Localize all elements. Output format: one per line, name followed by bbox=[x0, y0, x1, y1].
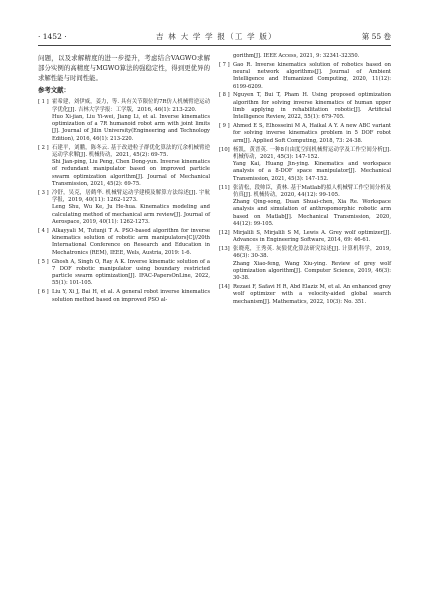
reference-item bbox=[219, 230, 391, 245]
reference-number: [ 9 ] bbox=[219, 123, 230, 130]
reference-text: Huo Xi-jian, Liu Yi-wei, Jiang Li, et al. Inverse kinematics optimization of a 7R humanoid robot arm with joint limits [J]. Journal of Jilin University(Engineering and Technology Edition), 2016, 46(1): 213-220. bbox=[52, 113, 210, 142]
reference-text: Ahmed E S, Elhosseini M A, Haikal A Y. A new ABC variant for solving inverse kinematics problem in 5 DOF robot arm[J]. Applied Soft Computing, 2018, 73: 24-38. bbox=[233, 123, 391, 144]
intro-paragraph: 问题，以及求解精度的进一步提升，考虑结合VAGWO求解部分实例的高精度与MGWO算法的强稳定性，得到更优异的求解性能与时间性能。 bbox=[38, 54, 210, 82]
reference-number: [ 3 ] bbox=[38, 189, 49, 196]
reference-item bbox=[219, 185, 391, 229]
reference-text: Zhang Qing-song, Duan Shuai-chen, Xia Re. Workspace analysis and simulation of anthropomorphic robotic arm based on Matlab[J]. Mechanical Transmission, 2020, 44(12): 99-105. bbox=[233, 199, 391, 228]
running-header bbox=[38, 31, 391, 43]
reference-item bbox=[38, 190, 210, 226]
reference-number: [ 4 ] bbox=[38, 227, 49, 234]
reference-number: [ 2 ] bbox=[38, 144, 49, 151]
references-heading: 参考文献： bbox=[38, 86, 70, 94]
reference-number: [14] bbox=[219, 283, 230, 290]
reference-text: Alkayyali M, Tutunji T A. PSO-based algorithm for inverse kinematics solution of robotic arm manipulators[C]//20th International Conference on Research and Education in Mechatronics (REM), IEEE, Wels, Austria, 2019: 1-6. bbox=[52, 227, 210, 256]
reference-number: [11] bbox=[219, 184, 230, 191]
reference-text: Nguyen T, Bui T, Pham H. Using proposed optimization algorithm for solving inverse kinematics of human upper limb applying in rehabilitation robotic[J]. Artificial Intelligence Review, 2022, 55(1): 679-705. bbox=[233, 92, 391, 121]
reference-text: 张清松，段帅臣，黄林. 基于Matlab的拟人机械臂工作空间分析及仿真[J]. 机械传动，2020, 44(12): 99-105. bbox=[233, 184, 391, 198]
reference-text: Leng Shu, Wu Ke, Ju He-hua. Kinematics modeling and calculating method of mechanical arm review[J]. Journal of Aerospace, 2019, 40(11): 1262-1273. bbox=[52, 204, 210, 226]
volume-number: 第 55 卷 bbox=[361, 32, 391, 41]
reference-item bbox=[219, 147, 391, 183]
reference-number: [13] bbox=[219, 245, 230, 252]
left-reference-list bbox=[38, 99, 210, 304]
reference-text: Liu Y, Xi J, Bai H, et al. A general robot inverse kinematics solution method based on improved PSO al- bbox=[52, 289, 210, 303]
reference-number: [12] bbox=[219, 229, 230, 236]
reference-item bbox=[38, 289, 210, 304]
reference-text: Zhang Xiao-feng, Wang Xiu-ying. Review of grey wolf optimization algorithm[J]. Computer Science, 2019, 46(3): 30-38. bbox=[233, 260, 391, 282]
left-column bbox=[38, 53, 210, 305]
reference-item bbox=[38, 99, 210, 143]
reference-item bbox=[38, 228, 210, 257]
reference-number: [ 6 ] bbox=[38, 289, 49, 296]
reference-text: 石建平，刘鹏，陈冬云. 基于改进粒子群优化算法的冗余机械臂逆运动学求解[J]. 机械传动，2021, 45(2): 69-75. bbox=[52, 144, 210, 158]
reference-text: Mirjalili S, Mirjalili S M, Lewis A. Grey wolf optimizer[J]. Advances in Engineering Software, 2014, 69: 46-61. bbox=[233, 229, 391, 244]
reference-item bbox=[219, 53, 391, 60]
reference-text: Rezaei F, Safavi H R, Abd Elaziz M, et al. An enhanced grey wolf optimizer with a velocity-aided global search mechanism[J]. Mathematics, 2022, 10(3): No. 351. bbox=[233, 283, 391, 305]
right-column bbox=[219, 53, 391, 307]
page-number: · 1452 · bbox=[38, 32, 67, 41]
reference-text: Shi Jian-ping, Liu Peng, Chen Dong-yun. Inverse kinematics of redundant manipulator based on improved particle swarm optimization algorithm[J]. Journal of Mechanical Transmission, 2021, 45(2): 69-75. bbox=[52, 159, 210, 188]
journal-title: 吉 林 大 学 学 报（工 学 版） bbox=[156, 32, 277, 41]
reference-text: gorithm[J]. IEEE Access, 2021, 9: 32341-32350. bbox=[233, 53, 360, 59]
reference-text: 冷舒，吴克，居鹤华. 机械臂运动学建模及解算方法综述[J]. 宇航学报，2019, 40(11): 1262-1273. bbox=[52, 189, 210, 204]
reference-item bbox=[219, 246, 391, 282]
header-rule bbox=[38, 45, 391, 46]
reference-item bbox=[219, 123, 391, 145]
reference-text: 张晓苑，王秀英. 灰狼优化算法研究综述[J]. 计算机科学，2019, 46(3): 30-38. bbox=[233, 245, 391, 260]
reference-text: Yang Kai, Huang Jin-ying. Kinematics and workspace analysis of a 8-DOF space manipulator[J]. Mechanical Transmission, 2021, 45(3): 147-152. bbox=[233, 161, 391, 182]
reference-item bbox=[219, 92, 391, 121]
reference-number: [ 5 ] bbox=[38, 258, 49, 265]
right-reference-list bbox=[219, 53, 391, 306]
reference-text: 杨凯，黄晋英. 一种8自由度空间机械臂运动学及工作空间分析[J]. 机械传动，2021, 45(3): 147-152. bbox=[233, 146, 391, 160]
reference-number: [ 8 ] bbox=[219, 92, 230, 99]
reference-number: [ 1 ] bbox=[38, 99, 49, 106]
reference-item bbox=[219, 62, 391, 91]
reference-number: [ 7 ] bbox=[219, 61, 230, 68]
reference-text: 霍希建，刘伊威，姜力，等. 具有关节限位的7R仿人机械臂逆运动学优化[J]. 吉林大学学报：工学版，2016, 46(1): 213-220. bbox=[52, 99, 210, 113]
reference-item bbox=[38, 259, 210, 288]
reference-text: Gao R. Inverse kinematics solution of robotics based on neural network algorithms[J]. Journal of Ambient Intelligence and Humanized Computing, 2020, 11(12): 6199-6209. bbox=[233, 61, 391, 90]
reference-text: Ghosh A, Singh O, Ray A K. Inverse kinematic solution of a 7 DOF robotic manipulator using boundary restricted particle swarm optimization[J]. IFAC-PapersOnLine, 2022, 55(1): 101-105. bbox=[52, 258, 210, 287]
reference-item bbox=[219, 284, 391, 306]
reference-number: [10] bbox=[219, 146, 230, 153]
reference-item bbox=[38, 145, 210, 189]
